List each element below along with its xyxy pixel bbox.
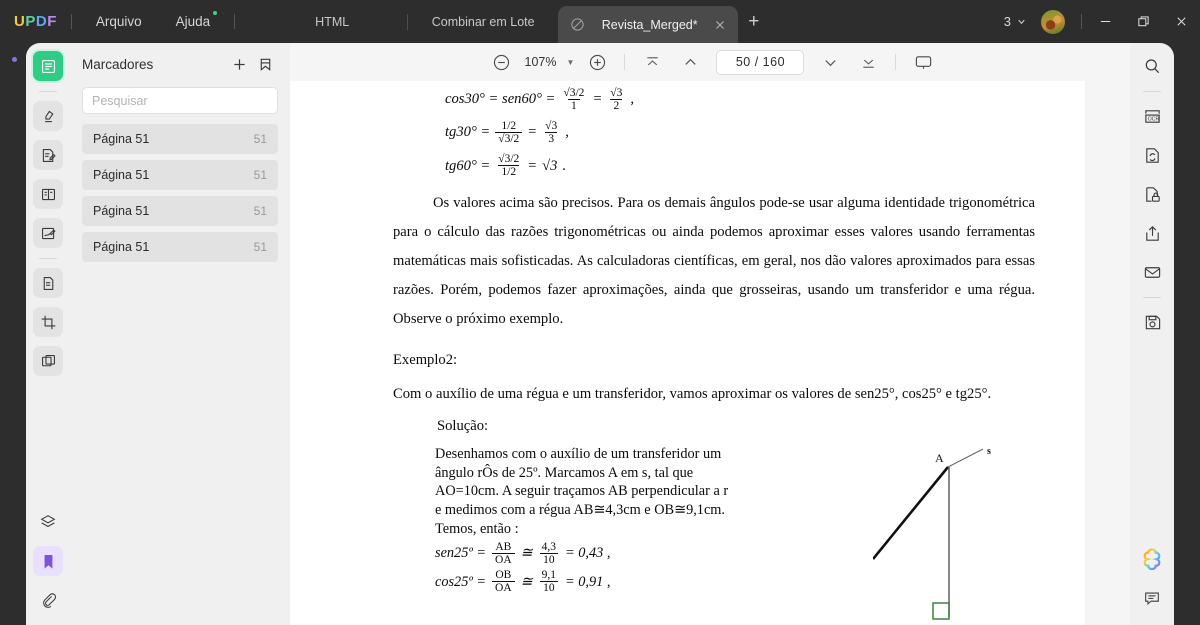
share-icon[interactable] [1137, 218, 1167, 248]
email-icon[interactable] [1137, 257, 1167, 287]
fraction: $\frac{√3/2}{1/2}$ [498, 153, 520, 179]
equation-operator: = [527, 124, 538, 141]
comment-icon[interactable] [1137, 583, 1167, 613]
ocr-icon[interactable] [1137, 101, 1167, 131]
title-bar [0, 0, 1200, 43]
account-count: 3 [1003, 14, 1011, 29]
example-label: Exemplo2: [393, 351, 458, 368]
bookmarks-panel [70, 43, 290, 625]
geometry-figure [873, 447, 1023, 625]
equation-tail: , [565, 124, 569, 141]
divider [71, 14, 72, 29]
tab-revista-merged[interactable] [558, 6, 738, 43]
equation-tg30 [393, 120, 1035, 145]
search-bookmarks-field[interactable] [82, 87, 278, 114]
bookmark-label: Página 51 [93, 204, 150, 218]
sidebar-item-bookmarks[interactable] [33, 546, 63, 576]
bookmark-label: Página 51 [93, 240, 150, 254]
zoom-out-button[interactable] [487, 47, 517, 77]
divider [1143, 91, 1161, 92]
status-dot-icon [12, 57, 17, 62]
add-bookmark-button[interactable] [226, 51, 252, 77]
fraction: $\frac{9,1}{10}$ [541, 569, 556, 595]
divider [624, 54, 625, 70]
svg-text:OCR: OCR [1147, 115, 1159, 122]
convert-icon[interactable] [1137, 140, 1167, 170]
solution-text: Desenhamos com o auxílio de um transferidor um ângulo rÔs de 25º. Marcamos A em s, tal que AO=10cm. A seguir traçamos AB perpendicular a r e medimos com a régua AB≅4,3cm e OB≅9,1cm. Temos, então : [435, 446, 729, 537]
menu-arquivo-label: Arquivo [95, 14, 142, 29]
equation-operator: = [527, 157, 538, 174]
equation-tail: . [562, 157, 567, 174]
close-button[interactable] [1162, 0, 1200, 43]
equation-cos30 [393, 87, 1035, 112]
sidebar-item-forms[interactable] [33, 179, 63, 209]
last-page-button[interactable] [853, 47, 883, 77]
right-toolbar [1130, 43, 1174, 625]
sidebar-item-reader[interactable] [33, 51, 63, 81]
fraction: $\frac{√3/2}{1}$ [563, 87, 585, 113]
zoom-in-button[interactable] [582, 47, 612, 77]
menu-arquivo[interactable] [86, 10, 152, 33]
equation-cos25: cos25º = $\frac{OB}{OA}$ ≅ $\frac{9,1}{10}$ = 0,91 , [435, 569, 611, 595]
protect-icon[interactable] [1137, 179, 1167, 209]
avatar[interactable] [1041, 10, 1065, 34]
bookmark-page: 51 [253, 204, 267, 218]
fraction: $\frac{OB}{OA}$ [492, 569, 515, 594]
bookmark-add-icon[interactable] [252, 51, 278, 77]
chevron-down-icon [1016, 16, 1027, 27]
bookmark-label: Página 51 [93, 132, 150, 146]
divider [39, 91, 57, 92]
tab-revista-merged-label: Revista_Merged* [601, 17, 698, 32]
logo-letter-f: F [47, 13, 57, 30]
body-paragraph: Os valores acima são precisos. Para os demais ângulos pode-se usar alguma identidade trigonométrica para o cálculo das razões trigonométricas ou ainda podemos aproximar esses valores usando ferramentas matemáticas mais sofisticadas. As calculadoras científicas, em geral, nos dão valores aproximados para essas razões. Porém, podemos fazer aproximações, ainda que grosseiras, usando um transferidor e uma régua. Observe o próximo exemplo. [393, 195, 1035, 327]
solution-label: Solução: [437, 417, 489, 434]
bookmark-page: 51 [253, 132, 267, 146]
ai-assistant-icon[interactable] [1137, 544, 1167, 574]
no-sign-icon [570, 17, 585, 32]
divider [1081, 14, 1082, 29]
left-toolbar [26, 43, 70, 625]
divider [1143, 297, 1161, 298]
sidebar-item-edit-text[interactable] [33, 140, 63, 170]
divider [39, 258, 57, 259]
zoom-level[interactable]: 107% [524, 55, 557, 69]
search-input[interactable] [92, 94, 268, 108]
list-item[interactable] [82, 232, 278, 262]
sidebar-item-layers[interactable] [33, 507, 63, 537]
new-tab-button[interactable] [738, 12, 769, 31]
tab-html[interactable] [257, 0, 407, 43]
figure-label-s: s [987, 447, 991, 458]
first-page-button[interactable] [637, 47, 667, 77]
close-icon[interactable] [714, 19, 726, 31]
logo-letter-d: D [35, 13, 48, 30]
list-item[interactable] [82, 124, 278, 154]
menu-ajuda-label: Ajuda [175, 14, 211, 29]
bookmarks-header [70, 43, 290, 85]
chevron-down-icon[interactable]: ▼ [566, 57, 575, 67]
presentation-mode-button[interactable] [908, 47, 938, 77]
sidebar-item-crop[interactable] [33, 307, 63, 337]
list-item[interactable] [82, 160, 278, 190]
divider [895, 54, 896, 70]
equation-tail: , [630, 91, 635, 108]
notification-dot-icon [213, 11, 217, 15]
equation-rhs: √3 [542, 157, 558, 174]
tab-html-label: HTML [315, 14, 350, 29]
list-item[interactable] [82, 196, 278, 226]
document-toolbar [290, 43, 1135, 81]
sidebar-item-sign[interactable] [33, 218, 63, 248]
sidebar-item-ocr[interactable] [33, 268, 63, 298]
updf-logo [14, 13, 57, 30]
fraction: $\frac{4,3}{10}$ [541, 541, 556, 567]
bookmark-label: Página 51 [93, 168, 150, 182]
tab-combinar-label: Combinar em Lote [431, 14, 535, 29]
fraction: $\frac{√3}{2}$ [610, 87, 623, 113]
equation-operator: = [592, 91, 603, 108]
fraction: $\frac{1/2}{√3/2}$ [495, 120, 522, 145]
page-content [290, 81, 1085, 594]
equation-lhs: tg30° = [445, 124, 491, 141]
figure-label-a: A [935, 451, 944, 466]
page-scroll-area[interactable] [290, 81, 1135, 625]
example-text: Com o auxílio de uma régua e um transferidor, vamos aproximar os valores de sen25°, cos25° e tg25°. [393, 386, 992, 403]
maximize-button[interactable] [1124, 0, 1162, 43]
equation-sen25: sen25º = $\frac{AB}{OA}$ ≅ $\frac{4,3}{10}$ = 0,43 , [435, 541, 611, 567]
previous-page-button[interactable] [675, 47, 705, 77]
fraction: $\frac{AB}{OA}$ [492, 541, 515, 566]
logo-letter-u: U [14, 13, 26, 30]
pdf-page [290, 81, 1085, 625]
sidebar-item-compress[interactable] [33, 346, 63, 376]
tab-combinar-em-lote[interactable] [408, 0, 558, 43]
document-viewer [290, 43, 1135, 625]
equation-lhs: tg60° = [445, 157, 491, 174]
app-body [0, 43, 1200, 625]
page-number-field[interactable]: 50 / 160 [716, 50, 804, 75]
account-menu[interactable] [998, 14, 1033, 29]
window-controls-area [998, 0, 1200, 43]
fraction: $\frac{√3}{3}$ [545, 120, 558, 146]
equation-lhs: cos30° = sen60° = [445, 91, 556, 108]
bookmark-page: 51 [253, 240, 267, 254]
menu-ajuda[interactable] [166, 10, 221, 33]
save-icon[interactable] [1137, 307, 1167, 337]
equation-tg60 [393, 153, 1035, 178]
search-icon[interactable] [1137, 51, 1167, 81]
logo-letter-p: P [25, 13, 36, 30]
bookmark-page: 51 [253, 168, 267, 182]
tab-strip [257, 0, 769, 43]
divider [234, 14, 235, 29]
new-tab-label: + [748, 11, 760, 32]
minimize-button[interactable] [1086, 0, 1124, 43]
next-page-button[interactable] [815, 47, 845, 77]
sidebar-item-attachments[interactable] [33, 585, 63, 615]
panel-title: Marcadores [82, 56, 154, 72]
sidebar-item-highlighter[interactable] [33, 101, 63, 131]
